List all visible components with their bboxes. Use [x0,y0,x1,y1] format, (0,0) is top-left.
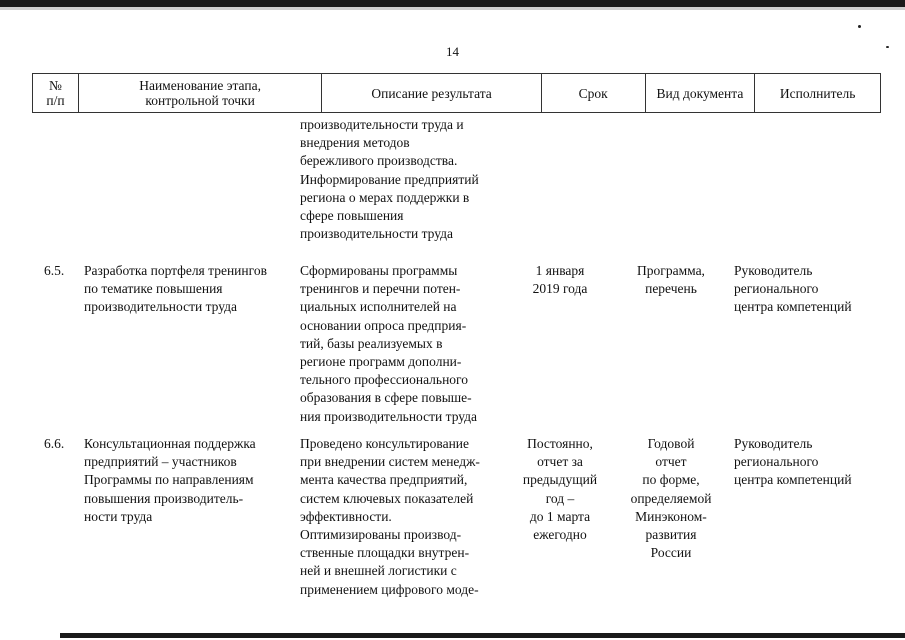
scan-bottom-border [60,633,905,638]
row-6-5-description: Сформированы программы тренингов и перечни потен- циальных исполнителей на основании опроса предприя- тий, базы реализуемых в регионе программ дополни- тельного профессионального образования в сфере повыше- ния производительности труда [300,263,478,424]
scan-speck [858,25,861,28]
header-stage-name: Наименование этапа, контрольной точки [79,74,322,112]
row-6-5-executor: Руководитель регионального центра компетенций [734,263,852,315]
page-number: 14 [446,44,459,59]
row-6-6-description: Проведено консультирование при внедрении систем менедж- мента качества предприятий, систем ключевых показателей эффективности. Оптимизированы производ- ственные площадки внутрен- ней и внешней логистики с применением цифрового моде- [300,436,480,597]
header-num: № п/п [33,74,79,112]
row-6-6-num: 6.6. [44,436,65,451]
row-6-5-term: 1 января 2019 года [532,263,588,297]
header-term: Срок [542,74,646,112]
row-6-5-document-type: Программа, перечень [637,263,705,297]
row-6-5-stage-name: Разработка портфеля тренингов по тематике повышения производительности труда [84,263,267,315]
scan-top-shadow [0,7,905,10]
row-6-5-num: 6.5. [44,263,65,278]
scan-top-border [0,0,905,7]
header-document-type: Вид документа [646,74,756,112]
row-6-6-stage-name: Консультационная поддержка предприятий – участников Программы по направлениям повышения производитель- ности труда [84,436,256,524]
row-6-6-executor: Руководитель регионального центра компетенций [734,436,852,488]
continuation-description: производительности труда и внедрения методов бережливого производства. Информирование предприятий региона о мерах поддержки в сфере повышения производительности труда [300,117,479,242]
header-result-description: Описание результата [322,74,541,112]
row-6-6-document-type: Годовой отчет по форме, определяемой Минэконом- развития России [630,436,712,561]
row-6-6-term: Постоянно, отчет за предыдущий год – до 1 марта ежегодно [522,436,598,543]
table-header [32,73,881,113]
header-executor: Исполнитель [779,85,856,101]
